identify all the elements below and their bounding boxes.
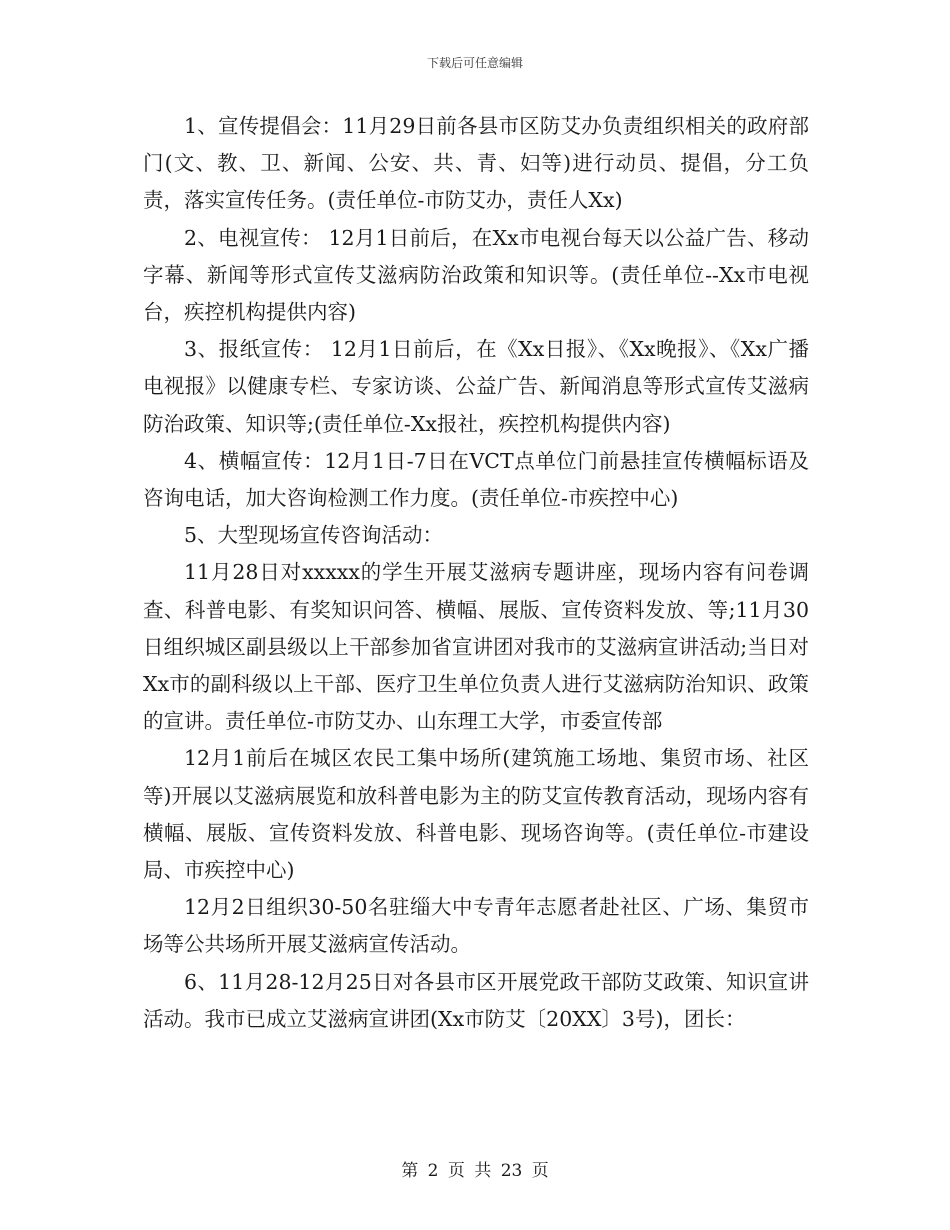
document-body bbox=[143, 108, 809, 1038]
paragraph-9: 6、11月28-12月25日对各县市区开展党政干部防艾政策、知识宣讲活动。我市已成立艾滋病宣讲团(Xx市防艾〔20XX〕3号)，团长： bbox=[143, 969, 809, 1031]
paragraph-3: 3、报纸宣传： 12月1日前后，在《Xx日报》、《Xx晚报》、《Xx广播电视报》以健康专栏、专家访谈、公益广告、新闻消息等形式宣传艾滋病防治政策、知识等;(责任单位-Xx报社，疾控机构提供内容) bbox=[143, 337, 809, 436]
paragraph-5: 5、大型现场宣传咨询活动： bbox=[184, 523, 444, 548]
paragraph-6: 11月28日对xxxxx的学生开展艾滋病专题讲座，现场内容有问卷调查、科普电影、有奖知识问答、横幅、展版、宣传资料发放、等;11月30日组织城区副县级以上干部参加省宣讲团对我市的艾滋病宣讲活动;当日对Xx市的副科级以上干部、医疗卫生单位负责人进行艾滋病防治知识、政策的宣讲。责任单位-市防艾办、山东理工大学，市委宣传部 bbox=[143, 560, 809, 734]
paragraph-2: 2、电视宣传： 12月1日前后，在Xx市电视台每天以公益广告、移动字幕、新闻等形式宣传艾滋病防治政策和知识等。(责任单位--Xx市电视台，疾控机构提供内容) bbox=[143, 225, 809, 325]
paragraph-7: 12月1前后在城区农民工集中场所(建筑施工场地、集贸市场、社区等)开展以艾滋病展览和放科普电影为主的防艾宣传教育活动，现场内容有横幅、展版、宣传资料发放、科普电影、现场咨询等。(责任单位-市建设局、市疾控中心) bbox=[143, 746, 809, 883]
paragraph-8: 12月2日组织30-50名驻缁大中专青年志愿者赴社区、广场、集贸市场等公共场所开展艾滋病宣传活动。 bbox=[143, 895, 809, 957]
page-header: 下载后可任意编辑 bbox=[426, 56, 523, 70]
paragraph-4: 4、横幅宣传：12月1日-7日在VCT点单位门前悬挂宣传横幅标语及咨询电话，加大咨询检测工作力度。(责任单位-市疾控中心) bbox=[143, 448, 809, 511]
paragraph-1: 1、宣传提倡会：11月29日前各县市区防艾办负责组织相关的政府部门(文、教、卫、新闻、公安、共、青、妇等)进行动员、提倡，分工负责，落实宣传任务。(责任单位-市防艾办，责任人Xx) bbox=[143, 114, 809, 213]
page-number: 第 2 页 共 23 页 bbox=[401, 1161, 549, 1181]
